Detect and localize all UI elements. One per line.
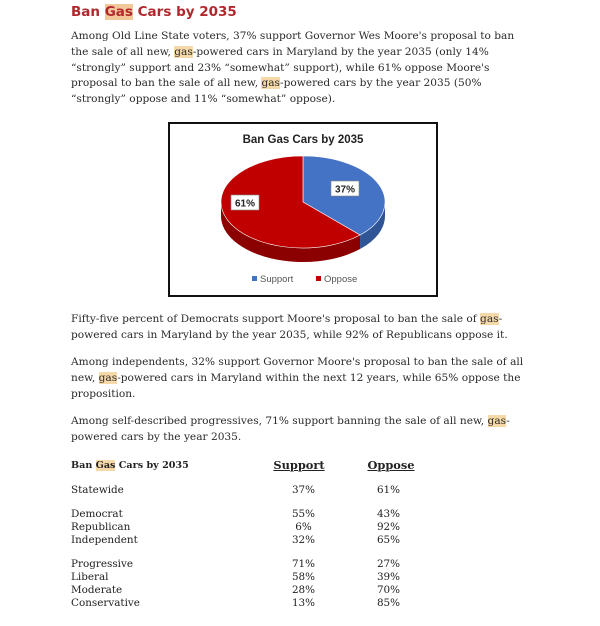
cell-support: 55% xyxy=(291,508,316,520)
table-row xyxy=(71,521,471,534)
cell-oppose: 65% xyxy=(376,534,401,546)
table-row xyxy=(71,558,471,571)
legend-label-oppose: Oppose xyxy=(324,274,358,285)
highlight-gas: gas xyxy=(174,45,193,58)
table-title-before: Ban xyxy=(71,460,96,471)
pie-chart xyxy=(170,124,436,295)
paragraph-statewide: Among Old Line State voters, 37% support Governor Wes Moore's proposal to ban the sale of all new, gas-powered cars in Maryland by the year 2035 (only 14% “strongly” support and 23% “somewhat” support), while 61% oppose Moore's proposal to ban the sale of all new, gas-powered cars by the year 2035 (50% “strongly” oppose and 11% “somewhat” oppose). xyxy=(71,30,515,106)
article-title xyxy=(71,4,237,20)
legend-label-support: Support xyxy=(260,274,294,285)
row-label: Progressive xyxy=(71,558,133,570)
table-title-highlight: Gas xyxy=(95,460,116,471)
paragraph-progressives: Among self-described progressives, 71% support banning the sale of all new, gas-powered cars by the year 2035. xyxy=(71,415,510,443)
legend-swatch-oppose xyxy=(316,276,321,281)
row-label: Independent xyxy=(71,534,138,546)
highlight-gas: gas xyxy=(480,313,499,325)
chart-title: Ban Gas Cars by 2035 xyxy=(242,134,364,146)
highlight-gas: gas xyxy=(98,371,118,384)
row-label: Statewide xyxy=(71,484,124,496)
paragraph-party: Fifty-five percent of Democrats support Moore's proposal to ban the sale of gas-powered cars in Maryland by the year 2035, while 92% of Republicans oppose it. xyxy=(71,313,508,341)
cell-oppose: 61% xyxy=(376,484,401,496)
row-label: Conservative xyxy=(71,597,140,609)
column-header-oppose: Oppose xyxy=(367,458,415,472)
legend-swatch-support xyxy=(252,276,257,281)
row-label: Moderate xyxy=(71,584,123,596)
cell-support: 13% xyxy=(291,597,316,609)
table-row xyxy=(71,571,471,584)
table-row xyxy=(71,508,471,521)
row-label: Democrat xyxy=(71,508,123,520)
cell-support: 37% xyxy=(291,484,316,496)
table-row xyxy=(71,597,471,610)
pie-chart-frame xyxy=(168,122,438,297)
data-label-oppose: 61% xyxy=(234,198,256,210)
title-highlight: Gas xyxy=(104,4,133,20)
data-label-support: 37% xyxy=(334,184,356,196)
table-row xyxy=(71,584,471,597)
cell-support: 32% xyxy=(291,534,316,546)
highlight-gas: gas xyxy=(261,77,280,90)
cell-support: 71% xyxy=(291,558,316,570)
cell-support: 28% xyxy=(291,584,316,596)
row-label: Liberal xyxy=(71,571,109,583)
column-header-support: Support xyxy=(273,458,325,472)
cell-support: 6% xyxy=(295,521,312,533)
table-row xyxy=(71,484,471,497)
table-title xyxy=(71,460,189,471)
highlight-gas: gas xyxy=(487,415,507,427)
paragraph-independents: Among independents, 32% support Governor Moore's proposal to ban the sale of all new, gas-powered cars in Maryland within the next 12 years, while 65% oppose the proposition. xyxy=(71,356,524,400)
title-before: Ban xyxy=(71,4,105,20)
cell-oppose: 39% xyxy=(376,571,401,583)
cell-oppose: 70% xyxy=(376,584,401,596)
title-after: Cars by 2035 xyxy=(132,4,237,20)
cell-oppose: 43% xyxy=(376,508,401,520)
cell-oppose: 85% xyxy=(376,597,401,609)
table-row xyxy=(71,534,471,547)
cell-oppose: 92% xyxy=(376,521,401,533)
table-title-after: Cars by 2035 xyxy=(115,460,189,471)
cell-oppose: 27% xyxy=(376,558,401,570)
row-label: Republican xyxy=(71,521,131,533)
cell-support: 58% xyxy=(291,571,316,583)
